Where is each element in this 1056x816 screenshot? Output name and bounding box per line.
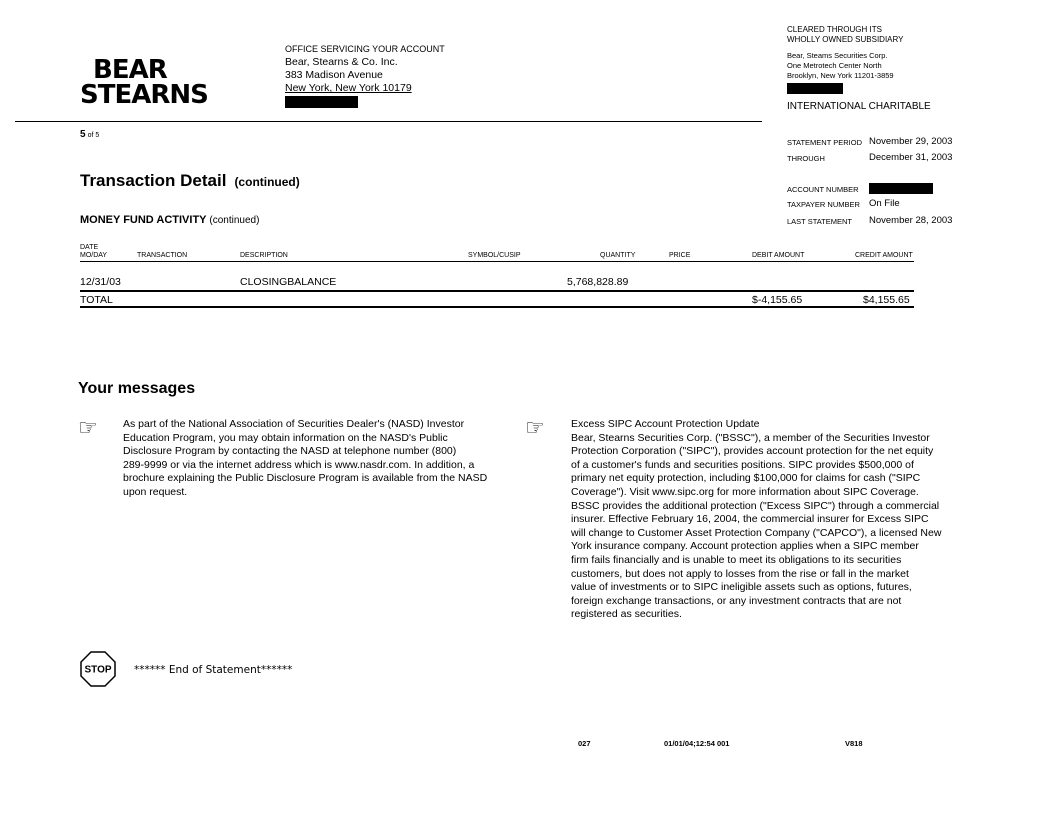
clearing-corp: Bear, Steams Securities Corp. bbox=[787, 51, 888, 60]
col-header-price: PRICE bbox=[669, 252, 691, 259]
section-title: Transaction Detail (continued) bbox=[80, 171, 300, 190]
footer-code: 027 bbox=[578, 739, 591, 748]
bear-stearns-logo: BEAR STEARNS bbox=[80, 55, 208, 110]
page-number: 5 of 5 bbox=[80, 129, 100, 140]
redaction-box bbox=[787, 83, 843, 94]
total-label: TOTAL bbox=[80, 294, 113, 306]
col-header-quantity: QUANTITY bbox=[600, 252, 636, 259]
office-label: OFFICE SERVICING YOUR ACCOUNT bbox=[285, 44, 445, 54]
office-city: New York, New York 10179 bbox=[285, 82, 412, 94]
section-subtitle: MONEY FUND ACTIVITY (continued) bbox=[80, 214, 260, 226]
statement-period-label: STATEMENT PERIOD bbox=[787, 138, 863, 147]
total-credit: $4,155.65 bbox=[863, 294, 910, 306]
clearing-info bbox=[787, 25, 903, 97]
footer-timestamp: 01/01/04;12:54 001 bbox=[664, 739, 730, 748]
col-header-credit: CREDIT AMOUNT bbox=[855, 252, 913, 259]
row-description: CLOSINGBALANCE bbox=[240, 276, 337, 288]
footer-version: V818 bbox=[845, 739, 863, 748]
pointing-hand-icon: ☞ bbox=[78, 415, 98, 440]
row-quantity: 5,768,828.89 bbox=[567, 276, 629, 288]
table-header-rule bbox=[80, 261, 914, 262]
col-header-debit: DEBIT AMOUNT bbox=[752, 252, 805, 259]
office-street: 383 Madison Avenue bbox=[285, 69, 383, 81]
col-header-description: DESCRIPTION bbox=[240, 252, 288, 259]
col-header-date: MO/DAY bbox=[80, 252, 108, 259]
table-bottom-rule bbox=[80, 306, 914, 308]
stop-sign-label: STOP bbox=[84, 664, 112, 676]
last-statement-label: LAST STATEMENT bbox=[787, 217, 853, 226]
redaction-box bbox=[285, 96, 358, 108]
messages-heading: Your messages bbox=[78, 380, 196, 397]
col-header-date-top: DATE bbox=[80, 244, 99, 251]
table-total-rule bbox=[80, 290, 914, 292]
header-divider bbox=[15, 121, 762, 122]
stop-sign-icon bbox=[80, 651, 116, 687]
total-debit: $-4,155.65 bbox=[752, 294, 803, 306]
cleared-line1: CLEARED THROUGH ITS bbox=[787, 25, 882, 34]
col-header-transaction: TRANSACTION bbox=[137, 252, 188, 259]
clearing-street: One Metrotech Center North bbox=[787, 61, 882, 70]
taxpayer-number-label: TAXPAYER NUMBER bbox=[787, 200, 860, 209]
message-nasd: As part of the National Association of Securities Dealer's (NASD) Investor Education Program, you may obtain information on the NASD's Public Disclosure Program by contacting the NASD at telephone number (800) 289-9999 or via the internet address which is www.nasdr.com. In addition, a brochure explaining the Public Disclosure Program is available from the NASD upon request. bbox=[123, 418, 488, 498]
account-number-label: ACCOUNT NUMBER bbox=[787, 185, 859, 194]
through-label: THROUGH bbox=[787, 154, 825, 163]
statement-period-value: November 29, 2003 bbox=[869, 136, 953, 147]
account-number-redaction bbox=[869, 183, 933, 194]
clearing-city: Brooklyn, New York 11201-3859 bbox=[787, 71, 894, 80]
last-statement-value: November 28, 2003 bbox=[869, 215, 953, 226]
row-date: 12/31/03 bbox=[80, 276, 121, 288]
cleared-line2: WHOLLY OWNED SUBSIDIARY bbox=[787, 35, 904, 44]
pointing-hand-icon: ☞ bbox=[525, 415, 545, 440]
office-address bbox=[285, 43, 445, 112]
account-holder-name: INTERNATIONAL CHARITABLE bbox=[787, 101, 931, 112]
end-of-statement: ****** End of Statement****** bbox=[134, 664, 293, 676]
through-value: December 31, 2003 bbox=[869, 152, 953, 163]
message-sipc: Excess SIPC Account Protection Update Bear, Stearns Securities Corp. ("BSSC"), a member of the Securities Investor Protection Corporation ("SIPC"), provides account protection for the net equity of a customer's funds and securities positions. SIPC provides $500,000 of primary net equity protection, including $100,000 for claims for cash ("SIPC Coverage"). Visit www.sipc.org for more information about SIPC Coverage. BSSC provides the additional protection ("Excess SIPC") through a commercial insurer. Effective February 16, 2004, the commercial insurer for Excess SIPC will change to Customer Asset Protection Company ("CAPCO"), a licensed New York insurance company. Account protection applies when a SIPC member firm fails financially and is unable to meet its obligations to its securities customers, but does not apply to losses from the rise or fall in the market value of investments or to SIPC ineligible assets such as options, futures, foreign exchange transactions, or any investment contracts that are not registered as securities. bbox=[571, 418, 942, 621]
col-header-symbol: SYMBOL/CUSIP bbox=[468, 252, 521, 259]
taxpayer-number-value: On File bbox=[869, 198, 900, 209]
office-name: Bear, Stearns & Co. Inc. bbox=[285, 56, 398, 68]
